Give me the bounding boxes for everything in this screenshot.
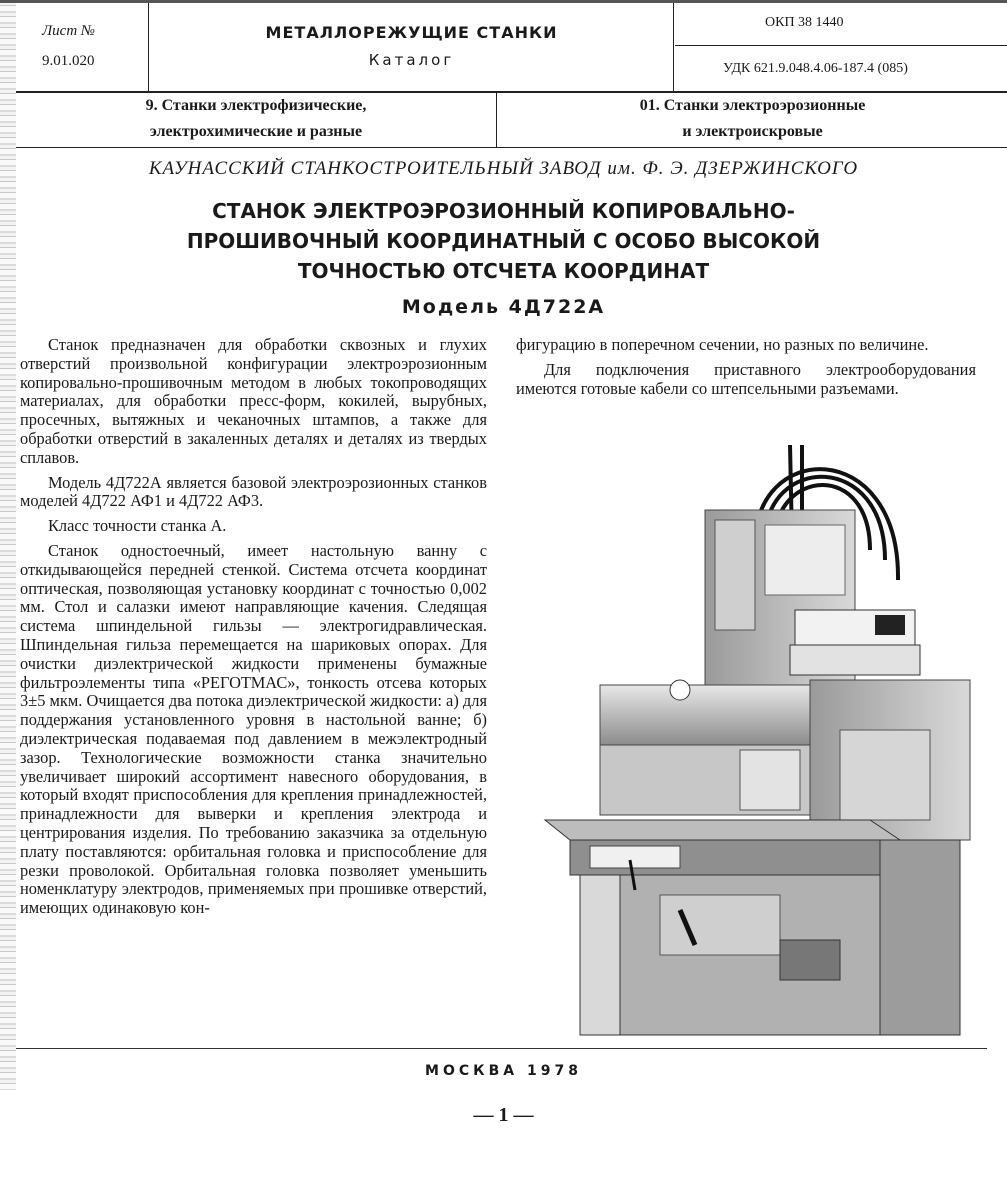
- section-right-line1: 01. Станки электроэрозионные: [639, 97, 866, 114]
- udk-code: УДК 621.9.048.4.06-187.4 (085): [723, 61, 908, 76]
- section-right-line2: и электроискровые: [682, 123, 823, 140]
- manufacturer: КАУНАССКИЙ СТАНКОСТРОИТЕЛЬНЫЙ ЗАВОД им. Ф. Э. ДЗЕРЖИНСКОГО: [148, 158, 859, 179]
- left-text-column: [20, 336, 487, 924]
- paragraph: Модель 4Д722А является базовой электроэрозионных станков моделей 4Д722 АФ1 и 4Д722 АФ3.: [20, 472, 487, 511]
- paragraph: Станок одностоечный, имеет настольную ванну с откидывающейся передней стенкой. Система отсчета координат оптическая, позволяющая установку координат с точностью 0,002 мм. Стол и салазки имеют направляющие качения. Следящая система шпиндельной гильзы — электрогидравлическая. Шпиндельная гильза перемещается на шариковых опорах. Для очистки диэлектрической жидкости применены бумажные фильтроэлементы типа «РЕГОТМАС», тонкость отсева которых 3±5 мкм. Очищается два потока диэлектрической жидкости: а) для поддержания установленного уровня в настольной ванне; б) диэлектрическая подаваемая под давлением в межэлектродный зазор. Технологические возможности станка значительно увеличивает широкий ассортимент навесного оборудования, в который входят приспособления для крепления принадлежностей, принадлежности для выверки и крепления электрода и центрирования изделия. По требованию заказчика за отдельную плату поставляются: орбитальная головка и приспособление для резки проволокой. Орбитальная головка позволяет уменьшить номенклатуру электродов, применяемых при прошивке отверстий, имеющих одинаковую кон-: [20, 540, 487, 918]
- work-table: [545, 820, 900, 840]
- title-line: ПРОШИВОЧНЫЙ КООРДИНАТНЫЙ С ОСОБО ВЫСОКОЙ: [186, 229, 821, 253]
- paragraph: Класс точности станка А.: [48, 516, 227, 536]
- footer-rule: [16, 1048, 987, 1049]
- section-left-line1: 9. Станки электрофизические,: [145, 97, 367, 114]
- sheet-number: 9.01.020: [42, 53, 95, 69]
- machine-title: [0, 196, 1007, 286]
- paragraph: Станок предназначен для обработки сквозных и глухих отверстий произвольной конфигурации электроэрозионным копировально-прошивочным методом в любых токопроводящих материалах, для обработки пресс-форм, кокилей, вырубных, просечных, вытяжных и чеканочных штампов, а также для обработки отверстий в закаленных деталях и деталях из твердых сплавов.: [20, 335, 487, 467]
- okp-code: ОКП 38 1440: [765, 15, 844, 30]
- codes-divider: [675, 45, 1007, 46]
- right-text-column: [516, 336, 976, 404]
- sheet-cell: [16, 3, 149, 91]
- publication-city-year: МОСКВА 1978: [425, 1063, 582, 1079]
- section-divider: [496, 91, 497, 147]
- title-line: ТОЧНОСТЬЮ ОТСЧЕТА КООРДИНАТ: [297, 259, 710, 283]
- page-number: — 1 —: [473, 1104, 534, 1126]
- codes-cell: [675, 3, 1007, 91]
- paragraph: фигурацию в поперечном сечении, но разных по величине.: [516, 335, 929, 354]
- machine-photo: [540, 440, 980, 1050]
- paragraph: Для подключения приставного электрооборудования имеются готовые кабели со штепсельными разъемами.: [516, 359, 976, 398]
- section-row: [16, 91, 1007, 148]
- title-line: СТАНОК ЭЛЕКТРОЭРОЗИОННЫЙ КОПИРОВАЛЬНО-: [212, 199, 795, 223]
- catalog-heading: МЕТАЛЛОРЕЖУЩИЕ СТАНКИ: [265, 23, 558, 42]
- model-name: Модель 4Д722А: [401, 296, 606, 318]
- catalog-header: [16, 3, 1007, 93]
- catalog-subheading: Каталог: [368, 51, 455, 69]
- heading-cell: [150, 3, 674, 91]
- section-left-line2: электрохимические и разные: [149, 123, 363, 140]
- spindle-head: [600, 685, 810, 745]
- sheet-label: Лист №: [42, 23, 96, 39]
